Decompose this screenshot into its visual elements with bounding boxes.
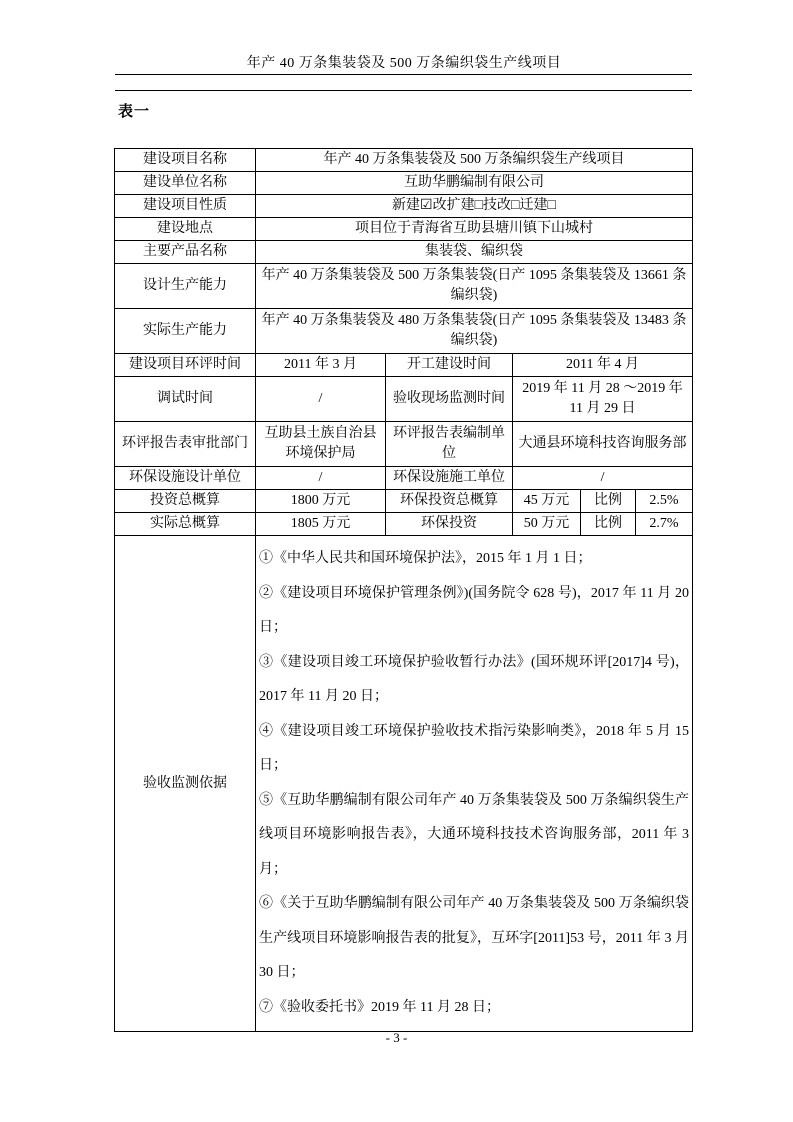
table-row-location bbox=[115, 218, 693, 241]
env-budget-label: 环保投资总概算 bbox=[386, 490, 513, 513]
project-info-table bbox=[114, 148, 693, 1032]
table-row-company-name bbox=[115, 172, 693, 195]
basis-item-4: ④《建设项目竣工环境保护验收技术指污染影响类》，2018 年 5 月 15 日； bbox=[259, 723, 690, 773]
table-row-debug-time bbox=[115, 377, 693, 422]
eia-time-value: 2011 年 3 月 bbox=[256, 354, 386, 377]
basis-item-2: ②《建设项目环境保护管理条例》)(国务院令 628 号)，2017 年 11 月 20 日； bbox=[259, 585, 690, 635]
debug-time-value: / bbox=[256, 377, 386, 422]
actual-ratio-value: 2.7% bbox=[636, 513, 693, 536]
env-budget-value: 45 万元 bbox=[513, 490, 581, 513]
project-nature-label: 建设项目性质 bbox=[115, 195, 256, 218]
table-caption: 表一 bbox=[118, 104, 151, 120]
basis-item-3: ③《建设项目竣工环境保护验收暂行办法》(国环规环评[2017]4 号)，2017 年 11 月 20 日； bbox=[259, 654, 690, 704]
report-compiler-value: 大通县环境科技咨询服务部 bbox=[513, 422, 693, 467]
budget-value: 1800 万元 bbox=[256, 490, 386, 513]
actual-budget-value: 1805 万元 bbox=[256, 513, 386, 536]
env-invest-value: 50 万元 bbox=[513, 513, 581, 536]
basis-item-5: ⑤《互助华鹏编制有限公司年产 40 万条集装袋及 500 万条编织袋生产线项目环境影响报告表》，大通环境科技技术咨询服务部，2011 年 3 月； bbox=[259, 792, 690, 877]
actual-ratio-label: 比例 bbox=[581, 513, 636, 536]
monitoring-basis-content bbox=[256, 536, 693, 1032]
eia-time-label: 建设项目环评时间 bbox=[115, 354, 256, 377]
table-row-design-unit bbox=[115, 467, 693, 490]
page-number: - 3 - bbox=[385, 1030, 408, 1045]
design-capacity-value: 年产 40 万条集装袋及 500 万条集装袋(日产 1095 条集装袋及 13661 条编织袋) bbox=[256, 264, 693, 309]
design-unit-value: / bbox=[256, 467, 386, 490]
budget-ratio-label: 比例 bbox=[581, 490, 636, 513]
company-name-value: 互助华鹏编制有限公司 bbox=[256, 172, 693, 195]
main-products-value: 集装袋、编织袋 bbox=[256, 241, 693, 264]
table-row-project-nature bbox=[115, 195, 693, 218]
header-rule-bottom bbox=[115, 90, 692, 91]
location-label: 建设地点 bbox=[115, 218, 256, 241]
table-row-actual-budget bbox=[115, 513, 693, 536]
construction-unit-label: 环保设施施工单位 bbox=[386, 467, 513, 490]
report-compiler-label: 环评报告表编制单位 bbox=[386, 422, 513, 467]
design-capacity-label: 设计生产能力 bbox=[115, 264, 256, 309]
budget-label: 投资总概算 bbox=[115, 490, 256, 513]
table-row-actual-capacity bbox=[115, 309, 693, 354]
construction-start-label: 开工建设时间 bbox=[386, 354, 513, 377]
basis-item-1: ①《中华人民共和国环境保护法》，2015 年 1 月 1 日； bbox=[259, 551, 592, 566]
monitoring-time-label: 验收现场监测时间 bbox=[386, 377, 513, 422]
company-name-label: 建设单位名称 bbox=[115, 172, 256, 195]
table-row-main-products bbox=[115, 241, 693, 264]
table-row-eia-time bbox=[115, 354, 693, 377]
design-unit-label: 环保设施设计单位 bbox=[115, 467, 256, 490]
debug-time-label: 调试时间 bbox=[115, 377, 256, 422]
construction-start-value: 2011 年 4 月 bbox=[513, 354, 693, 377]
construction-unit-value: / bbox=[513, 467, 693, 490]
table-row-design-capacity bbox=[115, 264, 693, 309]
actual-capacity-value: 年产 40 万条集装袋及 480 万条集装袋(日产 1095 条集装袋及 13483 条编织袋) bbox=[256, 309, 693, 354]
budget-ratio-value: 2.5% bbox=[636, 490, 693, 513]
project-name-label: 建设项目名称 bbox=[115, 149, 256, 172]
basis-item-6: ⑥《关于互助华鹏编制有限公司年产 40 万条集装袋及 500 万条编织袋生产线项目环境影响报告表的批复》，互环字[2011]53 号，2011 年 3 月 30 日； bbox=[259, 896, 690, 980]
basis-item-7: ⑦《验收委托书》2019 年 11 月 28 日； bbox=[259, 999, 500, 1015]
monitoring-time-value: 2019 年 11 月 28 ～2019 年 11 月 29 日 bbox=[513, 377, 693, 422]
header-rule-top bbox=[115, 74, 692, 75]
approval-dept-value: 互助县土族自治县环境保护局 bbox=[256, 422, 386, 467]
main-products-label: 主要产品名称 bbox=[115, 241, 256, 264]
actual-budget-label: 实际总概算 bbox=[115, 513, 256, 536]
location-value: 项目位于青海省互助县塘川镇下山城村 bbox=[256, 218, 693, 241]
project-nature-checkboxes: 新建☑改扩建□技改□迁建□ bbox=[256, 195, 693, 218]
table-row-project-name bbox=[115, 149, 693, 172]
project-name-value: 年产 40 万条集装袋及 500 万条编织袋生产线项目 bbox=[256, 149, 693, 172]
actual-capacity-label: 实际生产能力 bbox=[115, 309, 256, 354]
table-row-budget bbox=[115, 490, 693, 513]
page-header-title: 年产 40 万条集装袋及 500 万条编织袋生产线项目 bbox=[246, 56, 562, 71]
approval-dept-label: 环评报告表审批部门 bbox=[115, 422, 256, 467]
monitoring-basis-label: 验收监测依据 bbox=[115, 536, 256, 1032]
env-invest-label: 环保投资 bbox=[386, 513, 513, 536]
table-row-approval-dept bbox=[115, 422, 693, 467]
table-row-monitoring-basis bbox=[115, 536, 693, 1032]
